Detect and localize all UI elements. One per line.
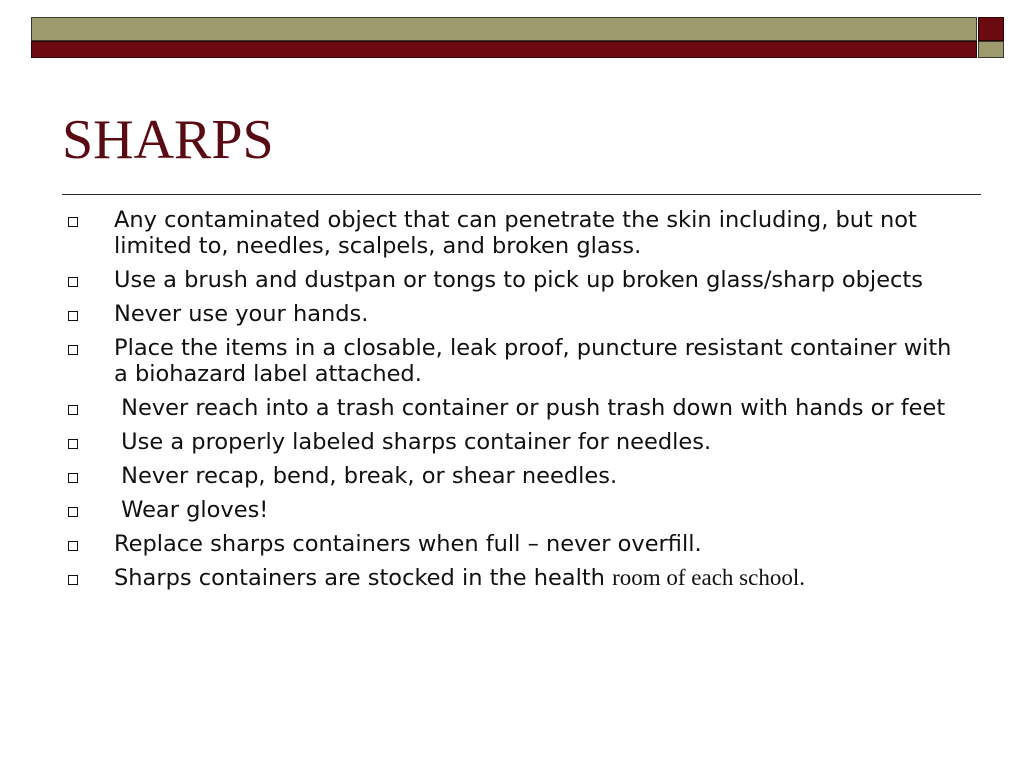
bullet-text: Any contaminated object that can penetrate the skin including, but not limited to, needles, scalpels, and broken glass.: [114, 207, 925, 259]
bullet-item: [62, 463, 972, 489]
hollow-square-bullet-icon: [68, 439, 78, 449]
slide-title: SHARPS: [62, 109, 274, 171]
bullet-item: [62, 429, 972, 455]
bullet-item: [62, 301, 972, 327]
bullet-item: [62, 531, 972, 557]
bullet-text: Replace sharps containers when full – never overfill.: [114, 531, 702, 557]
bullet-text: Never recap, bend, break, or shear needles.: [114, 463, 618, 489]
bullet-text: Use a properly labeled sharps container for needles.: [114, 429, 712, 455]
bullet-item: [62, 497, 972, 523]
header-square-olive: [978, 41, 1004, 58]
bullet-text: Never use your hands.: [114, 301, 369, 327]
bullet-list: [62, 207, 972, 599]
bullet-item: [62, 395, 972, 421]
hollow-square-bullet-icon: [68, 311, 78, 321]
hollow-square-bullet-icon: [68, 217, 78, 227]
header-square-maroon: [978, 17, 1004, 41]
hollow-square-bullet-icon: [68, 405, 78, 415]
bullet-item: [62, 335, 972, 387]
header-bar-maroon: [31, 41, 977, 58]
bullet-item: [62, 207, 972, 259]
bullet-text-part1: Sharps containers are stocked in the health: [114, 565, 613, 591]
hollow-square-bullet-icon: [68, 541, 78, 551]
bullet-text: Never reach into a trash container or push trash down with hands or feet: [114, 395, 946, 421]
title-divider: [62, 194, 981, 195]
hollow-square-bullet-icon: [68, 575, 78, 585]
bullet-item: [62, 267, 972, 293]
hollow-square-bullet-icon: [68, 277, 78, 287]
bullet-item: [62, 565, 972, 591]
hollow-square-bullet-icon: [68, 345, 78, 355]
bullet-text: Use a brush and dustpan or tongs to pick up broken glass/sharp objects: [114, 267, 923, 293]
header-bar-olive: [31, 17, 977, 41]
hollow-square-bullet-icon: [68, 507, 78, 517]
bullet-text: Place the items in a closable, leak proof, puncture resistant container with a biohazard label attached.: [114, 335, 959, 387]
bullet-text: Wear gloves!: [114, 497, 269, 523]
bullet-text-part2: room of each school.: [612, 565, 805, 590]
hollow-square-bullet-icon: [68, 473, 78, 483]
bullet-text: [114, 565, 805, 591]
